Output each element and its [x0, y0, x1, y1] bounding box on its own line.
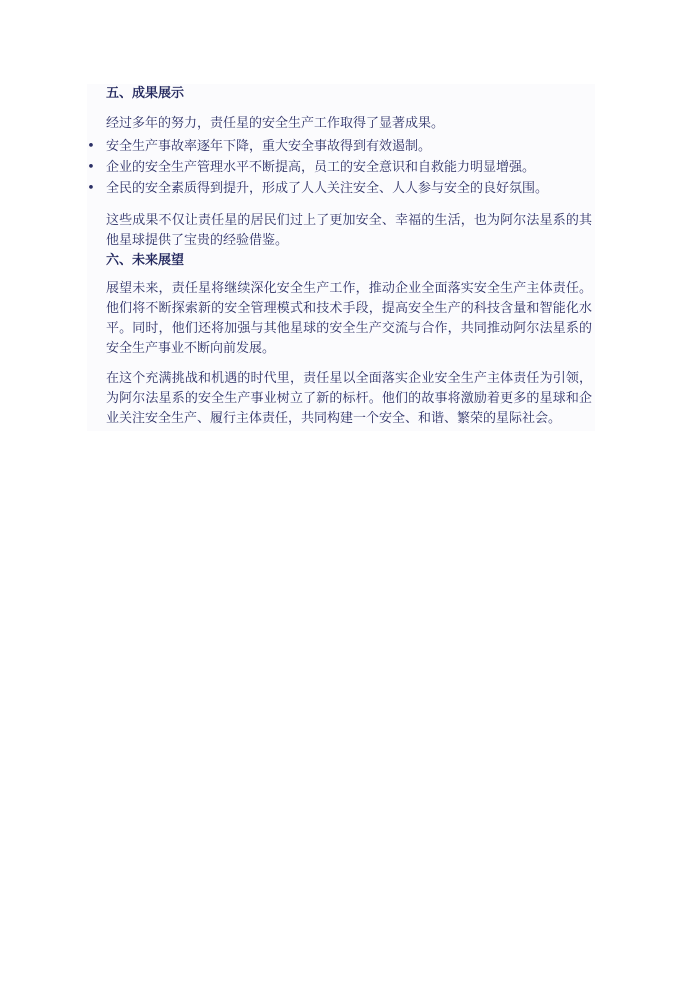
- bullet-icon: •: [87, 181, 95, 196]
- list-item: [87, 157, 595, 178]
- bullet-icon: •: [87, 160, 95, 175]
- bullet-icon: •: [87, 139, 95, 154]
- section-5-intro: 经过多年的努力，责任星的安全生产工作取得了显著成果。: [106, 116, 445, 131]
- list-item-text: 安全生产事故率逐年下降，重大安全事故得到有效遏制。: [106, 139, 432, 154]
- list-item: [87, 136, 595, 157]
- list-item-text: 企业的安全生产管理水平不断提高，员工的安全意识和自救能力明显增强。: [106, 160, 536, 175]
- achievements-list: [87, 136, 595, 199]
- list-item: [87, 178, 595, 199]
- section-6-heading: 六、未来展望: [106, 253, 185, 268]
- list-item-text: 全民的安全素质得到提升，形成了人人关注安全、人人参与安全的良好氛围。: [106, 181, 549, 196]
- document-body: [87, 84, 595, 431]
- section-6-paragraph-2: 在这个充满挑战和机遇的时代里，责任星以全面落实企业安全生产主体责任为引领，为阿尔法星系的安全生产事业树立了新的标杆。他们的故事将激励着更多的星球和企业关注安全生产、履行主体责任，共同构建一个安全、和谐、繁荣的星际社会。: [106, 371, 592, 426]
- section-6-paragraph-1: 展望未来，责任星将继续深化安全生产工作，推动企业全面落实安全生产主体责任。他们将不断探索新的安全管理模式和技术手段，提高安全生产的科技含量和智能化水平。同时，他们还将加强与其他星球的安全生产交流与合作，共同推动阿尔法星系的安全生产事业不断向前发展。: [106, 281, 592, 356]
- section-5-heading: 五、成果展示: [106, 86, 185, 101]
- section-5-conclusion: 这些成果不仅让责任星的居民们过上了更加安全、幸福的生活，也为阿尔法星系的其他星球提供了宝贵的经验借鉴。: [106, 213, 592, 248]
